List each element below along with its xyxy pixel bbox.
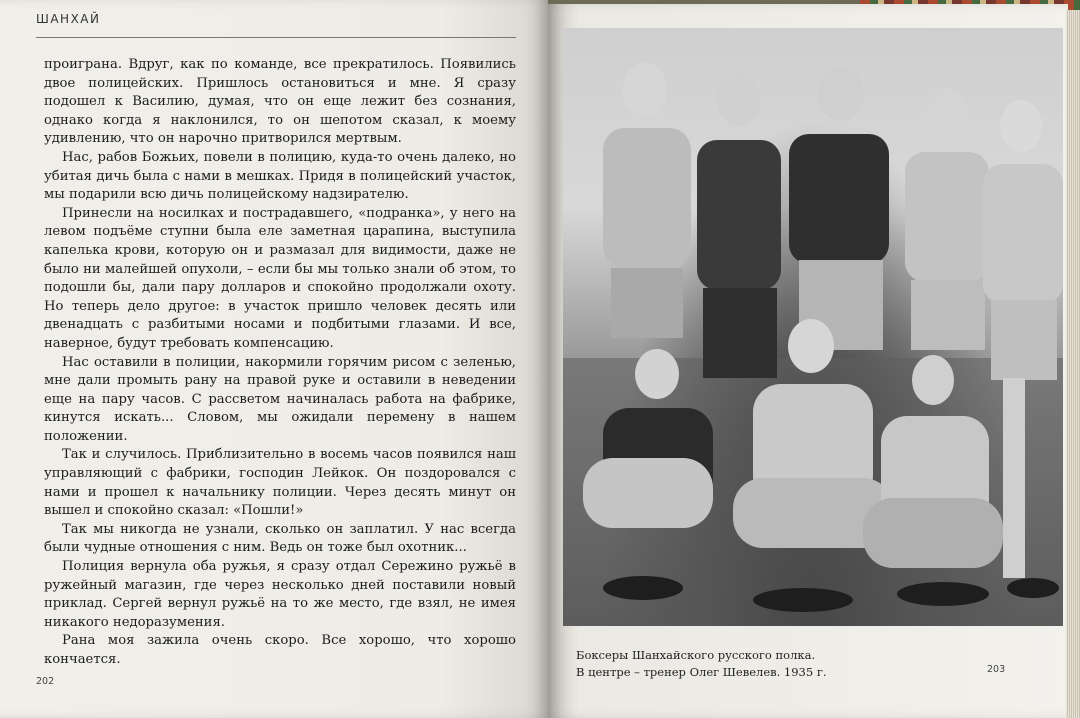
page-edges [1066, 10, 1080, 718]
paragraph: Так мы никогда не узнали, сколько он заплатил. У нас всегда были чудные отношения с ним. Ведь он тоже был охотник... [44, 521, 516, 556]
paragraph: проиграна. Вдруг, как по команде, все прекратилось. Появились двое полицейских. Пришлось остановиться и мне. Я сразу подошел к Василию, думая, что он еще лежит без сознания, однако когда я наклонился, то он шепотом сказал, к моему удивлению, что он нарочно притворился мертвым. [44, 57, 516, 147]
paragraph: Нас, рабов Божьих, повели в полицию, куда-то очень далеко, но убитая дичь была с нами в мешках. Придя в полицейский участок, мы подарили всю дичь полицейскому надзирателю. [44, 149, 516, 203]
page-number-right: 203 [987, 664, 1006, 675]
paragraph: Так и случилось. Приблизительно в восемь часов появился наш управляющий с фабрики, господин Лейкок. Он поздоровался с нами и прошел к начальнику полиции. Через десять минут он вышел и спокойно сказал: «Пошли!» [44, 447, 516, 519]
caption-line: В центре – тренер Олег Шевелев. 1935 г. [576, 665, 827, 679]
running-head: ШАНХАЙ [36, 12, 101, 26]
boxers-group-photo [563, 28, 1063, 626]
paragraph: Нас оставили в полиции, накормили горячим рисом с зеленью, мне дали промыть рану на правой руке и оставили в неведении еще на пару часов. С рассветом начиналась работа на фабрике, кинутся искать... Словом, мы ожидали перемену в нашем положении. [44, 354, 516, 444]
paragraph: Полиция вернула оба ружья, я сразу отдал Сережино ружьё в ружейный магазин, где через несколько дней поставили новый приклад. Сергей вернул ружьё на то же место, где взял, не имея никакого недоразумения. [44, 559, 516, 630]
body-text [44, 56, 516, 670]
caption-line: Боксеры Шанхайского русского полка. [576, 648, 816, 662]
paragraph: Принесли на носилках и пострадавшего, «подранка», у него на левом подъёме ступни была еле заметная царапина, выступила капелька крови, которую он и размазал для видимости, даже не было ни малейшей опухоли, – если бы мы только знали об этом, то подошли бы, дали пару долларов и спокойно продолжали охоту. Но теперь дело другое: в участок пришло человек десять или двенадцать с разбитыми носами и подбитыми глазами. И все, наверное, будут требовать компенсацию. [44, 205, 516, 351]
photo-caption [576, 647, 956, 681]
paragraph: Рана моя зажила очень скоро. Все хорошо, что хорошо кончается. [44, 633, 516, 667]
header-rule [36, 37, 516, 38]
page-number-left: 202 [36, 676, 55, 687]
